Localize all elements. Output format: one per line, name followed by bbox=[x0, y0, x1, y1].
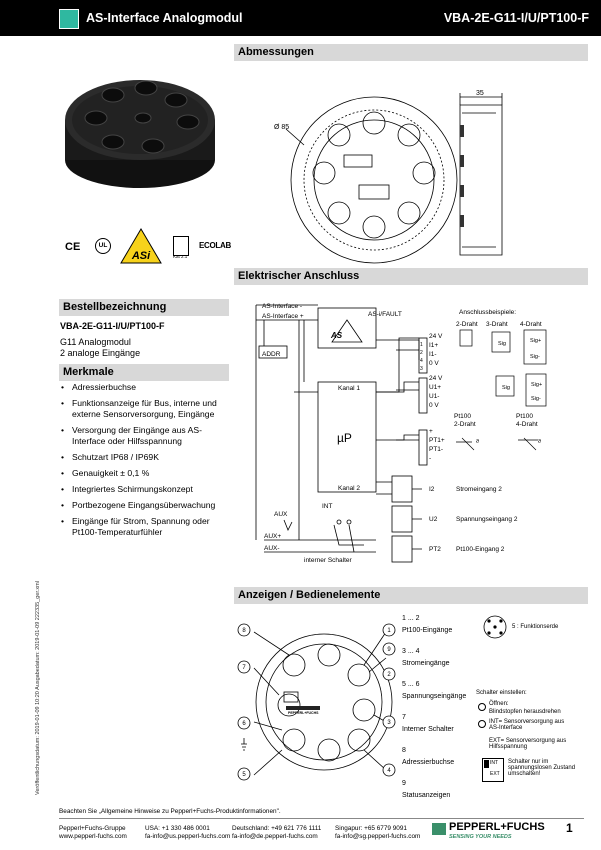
svg-text:Ø 85: Ø 85 bbox=[274, 124, 290, 131]
pin-note: 5 : Funktionserde bbox=[512, 624, 559, 630]
page-number: 1 bbox=[566, 821, 573, 835]
legend-label: Statusanzeigen bbox=[402, 792, 451, 799]
legend-nums: 1 ... 2 bbox=[402, 615, 420, 622]
product-photo bbox=[58, 50, 223, 200]
svg-text:3-Draht: 3-Draht bbox=[486, 321, 508, 328]
dimensions-drawing bbox=[234, 85, 584, 270]
svg-text:1: 1 bbox=[387, 628, 391, 634]
svg-text:2: 2 bbox=[420, 350, 423, 356]
svg-text:24 V: 24 V bbox=[429, 375, 443, 382]
svg-text:Sig-: Sig- bbox=[531, 396, 541, 402]
switch-knob bbox=[484, 760, 489, 768]
svg-text:PEPPERL+FUCHS: PEPPERL+FUCHS bbox=[288, 711, 319, 715]
switch-int: INT bbox=[490, 760, 499, 766]
ecolab-logo: ECOLAB bbox=[199, 241, 231, 250]
svg-text:2: 2 bbox=[387, 672, 391, 678]
ext-text: EXT= Sensorversorgung aus Hilfsspannung bbox=[489, 738, 567, 750]
open-icon bbox=[478, 703, 486, 711]
order-line2: 2 analoge Eingänge bbox=[60, 348, 141, 358]
legend-label: Pt100-Eingänge bbox=[402, 627, 453, 634]
svg-text:0 V: 0 V bbox=[429, 402, 439, 409]
svg-text:PT1-: PT1- bbox=[429, 446, 444, 453]
header-logo-square bbox=[59, 9, 79, 29]
svg-text:4-Draht: 4-Draht bbox=[520, 321, 542, 328]
svg-text:ϑ: ϑ bbox=[538, 439, 542, 445]
open-text: Blindstopfen herausdrehen bbox=[489, 709, 561, 715]
indicator-legend bbox=[402, 615, 472, 799]
footer-usa-phone: USA: +1 330 486 0001 bbox=[145, 825, 210, 832]
legend-nums: 7 bbox=[402, 714, 406, 721]
svg-text:Pt100-Eingang 2: Pt100-Eingang 2 bbox=[456, 546, 505, 553]
footer-de-email[interactable]: fa-info@de.pepperl-fuchs.com bbox=[232, 833, 318, 840]
svg-text:3: 3 bbox=[387, 720, 391, 726]
svg-text:Pt100: Pt100 bbox=[516, 413, 533, 420]
ul-mark: UL bbox=[95, 238, 111, 254]
indicator-drawing bbox=[234, 610, 404, 790]
svg-text:AS-i/FAULT: AS-i/FAULT bbox=[368, 311, 402, 318]
footer-sg-email[interactable]: fa-info@sg.pepperl-fuchs.com bbox=[335, 833, 421, 840]
svg-text:Sig: Sig bbox=[498, 341, 506, 347]
svg-text:I2: I2 bbox=[429, 486, 435, 493]
section-indicators: Anzeigen / Bedienelemente bbox=[234, 587, 588, 604]
order-model: VBA-2E-G11-I/U/PT100-F bbox=[60, 321, 165, 331]
switch-ext: EXT bbox=[490, 771, 500, 777]
int-text: INT= Sensorversorgung aus AS-Interface bbox=[489, 719, 565, 731]
footer-col2 bbox=[145, 825, 230, 841]
legend-nums: 8 bbox=[402, 747, 406, 754]
footer-divider bbox=[59, 818, 584, 819]
feature-item: • Adressierbuchse bbox=[60, 382, 228, 393]
svg-text:2-Draht: 2-Draht bbox=[454, 421, 476, 428]
svg-text:0 V: 0 V bbox=[429, 360, 439, 367]
svg-text:Sig: Sig bbox=[502, 385, 510, 391]
svg-text:35: 35 bbox=[476, 90, 484, 97]
svg-text:5: 5 bbox=[242, 772, 246, 778]
svg-text:3: 3 bbox=[420, 366, 423, 372]
svg-text:1: 1 bbox=[420, 342, 423, 348]
svg-text:AS: AS bbox=[331, 331, 343, 340]
feature-item: • Versorgung der Eingänge aus AS-Interface oder Hilfsspannung bbox=[60, 425, 228, 447]
svg-text:U1+: U1+ bbox=[429, 384, 442, 391]
int-icon bbox=[478, 720, 486, 728]
order-line1: G11 Analogmodul bbox=[60, 337, 131, 347]
features-heading: Merkmale bbox=[59, 364, 229, 381]
features-list bbox=[60, 382, 228, 543]
svg-text:I1+: I1+ bbox=[429, 342, 439, 349]
kat-label: Kat 2.1 bbox=[173, 254, 188, 259]
feature-item: • Genauigkeit ± 0,1 % bbox=[60, 468, 228, 479]
open-label: Öffnen: bbox=[489, 701, 509, 707]
svg-text:U1-: U1- bbox=[429, 393, 440, 400]
svg-text:U2: U2 bbox=[429, 516, 438, 523]
legend-label: Stromeingänge bbox=[402, 660, 450, 667]
svg-text:AUX+: AUX+ bbox=[264, 533, 282, 540]
legend-label: Interner Schalter bbox=[402, 726, 454, 733]
svg-text:Sig+: Sig+ bbox=[531, 382, 543, 388]
brand-slogan: SENSING YOUR NEEDS bbox=[449, 834, 512, 840]
footer-group: Pepperl+Fuchs-Gruppe bbox=[59, 825, 126, 832]
feature-item: • Eingänge für Strom, Spannung oder Pt100-Temperaturfühler bbox=[60, 516, 228, 538]
svg-text:2-Draht: 2-Draht bbox=[456, 321, 478, 328]
svg-text:Stromeingang 2: Stromeingang 2 bbox=[456, 486, 502, 493]
ce-mark: CE bbox=[65, 241, 81, 253]
svg-text:9: 9 bbox=[387, 647, 391, 653]
feature-item: • Integriertes Schirmungskonzept bbox=[60, 484, 228, 495]
section-dimensions: Abmessungen bbox=[234, 44, 588, 61]
svg-text:-: - bbox=[429, 455, 432, 462]
footer-website[interactable]: www.pepperl-fuchs.com bbox=[59, 833, 127, 840]
switch-warning: Schalter nur im spannungslosen Zustand umschalten! bbox=[508, 759, 576, 777]
footer-col3 bbox=[232, 825, 321, 841]
feature-item: • Funktionsanzeige für Bus, interne und externe Sensorversorgung, Eingänge bbox=[60, 398, 228, 420]
svg-text:Sig-: Sig- bbox=[530, 354, 540, 360]
svg-text:Kanal 1: Kanal 1 bbox=[338, 385, 361, 392]
svg-text:AUX: AUX bbox=[274, 511, 288, 518]
svg-text:8: 8 bbox=[242, 628, 246, 634]
page-title: AS-Interface Analogmodul bbox=[86, 11, 243, 25]
svg-text:INT: INT bbox=[322, 503, 333, 510]
svg-text:interner Schalter: interner Schalter bbox=[304, 557, 352, 564]
feature-item: • Schutzart IP68 / IP69K bbox=[60, 452, 228, 463]
svg-text:7: 7 bbox=[242, 665, 246, 671]
svg-text:+: + bbox=[429, 428, 433, 435]
svg-text:4: 4 bbox=[387, 768, 391, 774]
svg-text:AS-Interface -: AS-Interface - bbox=[262, 303, 303, 310]
footer-col4 bbox=[335, 825, 420, 841]
footer-de-phone: Deutschland: +49 621 776 1111 bbox=[232, 825, 322, 832]
legend-label: Spannungseingänge bbox=[402, 693, 467, 700]
svg-text:6: 6 bbox=[242, 721, 246, 727]
kat-icon bbox=[173, 236, 189, 256]
footer-col1 bbox=[59, 825, 127, 841]
svg-text:4: 4 bbox=[420, 358, 423, 364]
svg-text:I1-: I1- bbox=[429, 351, 437, 358]
page-model: VBA-2E-G11-I/U/PT100-F bbox=[443, 11, 589, 25]
svg-text:AS-Interface +: AS-Interface + bbox=[262, 313, 304, 320]
footer-sg-phone: Singapur: +65 6779 9091 bbox=[335, 825, 407, 832]
svg-text:ADDR: ADDR bbox=[262, 351, 281, 358]
switch-title: Schalter einstellen: bbox=[476, 690, 527, 696]
svg-text:ϑ: ϑ bbox=[476, 439, 480, 445]
legend-nums: 5 ... 6 bbox=[402, 681, 420, 688]
svg-text:Spannungseingang 2: Spannungseingang 2 bbox=[456, 516, 518, 523]
svg-text:Anschlussbeispiele:: Anschlussbeispiele: bbox=[459, 309, 517, 316]
footer-usa-email[interactable]: fa-info@us.pepperl-fuchs.com bbox=[145, 833, 231, 840]
svg-text:PT2: PT2 bbox=[429, 546, 441, 553]
svg-text:ASi: ASi bbox=[131, 250, 151, 262]
svg-text:Kanal 2: Kanal 2 bbox=[338, 485, 361, 492]
svg-text:Pt100: Pt100 bbox=[454, 413, 471, 420]
asi-logo bbox=[120, 228, 162, 264]
legend-nums: 3 ... 4 bbox=[402, 648, 420, 655]
svg-text:Sig+: Sig+ bbox=[530, 338, 542, 344]
legend-label: Adressierbuchse bbox=[402, 759, 455, 766]
feature-item: • Portbezogene Eingangsüberwachung bbox=[60, 500, 228, 511]
pin-diagram bbox=[480, 612, 510, 642]
svg-text:PT1+: PT1+ bbox=[429, 437, 445, 444]
svg-text:4-Draht: 4-Draht bbox=[516, 421, 538, 428]
svg-text:24 V: 24 V bbox=[429, 333, 443, 340]
side-publication-info: Veröffentlichungsdatum: 2019-01-09 10:20 Ausgabedatum: 2019-01-09 222335_ger.xml bbox=[35, 581, 41, 795]
svg-text:µP: µP bbox=[337, 431, 352, 445]
footer-note: Beachten Sie „Allgemeine Hinweise zu Pepperl+Fuchs-Produktinformationen". bbox=[59, 808, 281, 815]
order-heading: Bestellbezeichnung bbox=[59, 299, 229, 316]
svg-text:AUX-: AUX- bbox=[264, 545, 280, 552]
brand-logo-icon bbox=[432, 823, 446, 835]
legend-nums: 9 bbox=[402, 780, 406, 787]
brand-name: PEPPERL+FUCHS bbox=[449, 821, 545, 833]
wiring-diagram bbox=[234, 290, 584, 580]
section-electrical: Elektrischer Anschluss bbox=[234, 268, 588, 285]
